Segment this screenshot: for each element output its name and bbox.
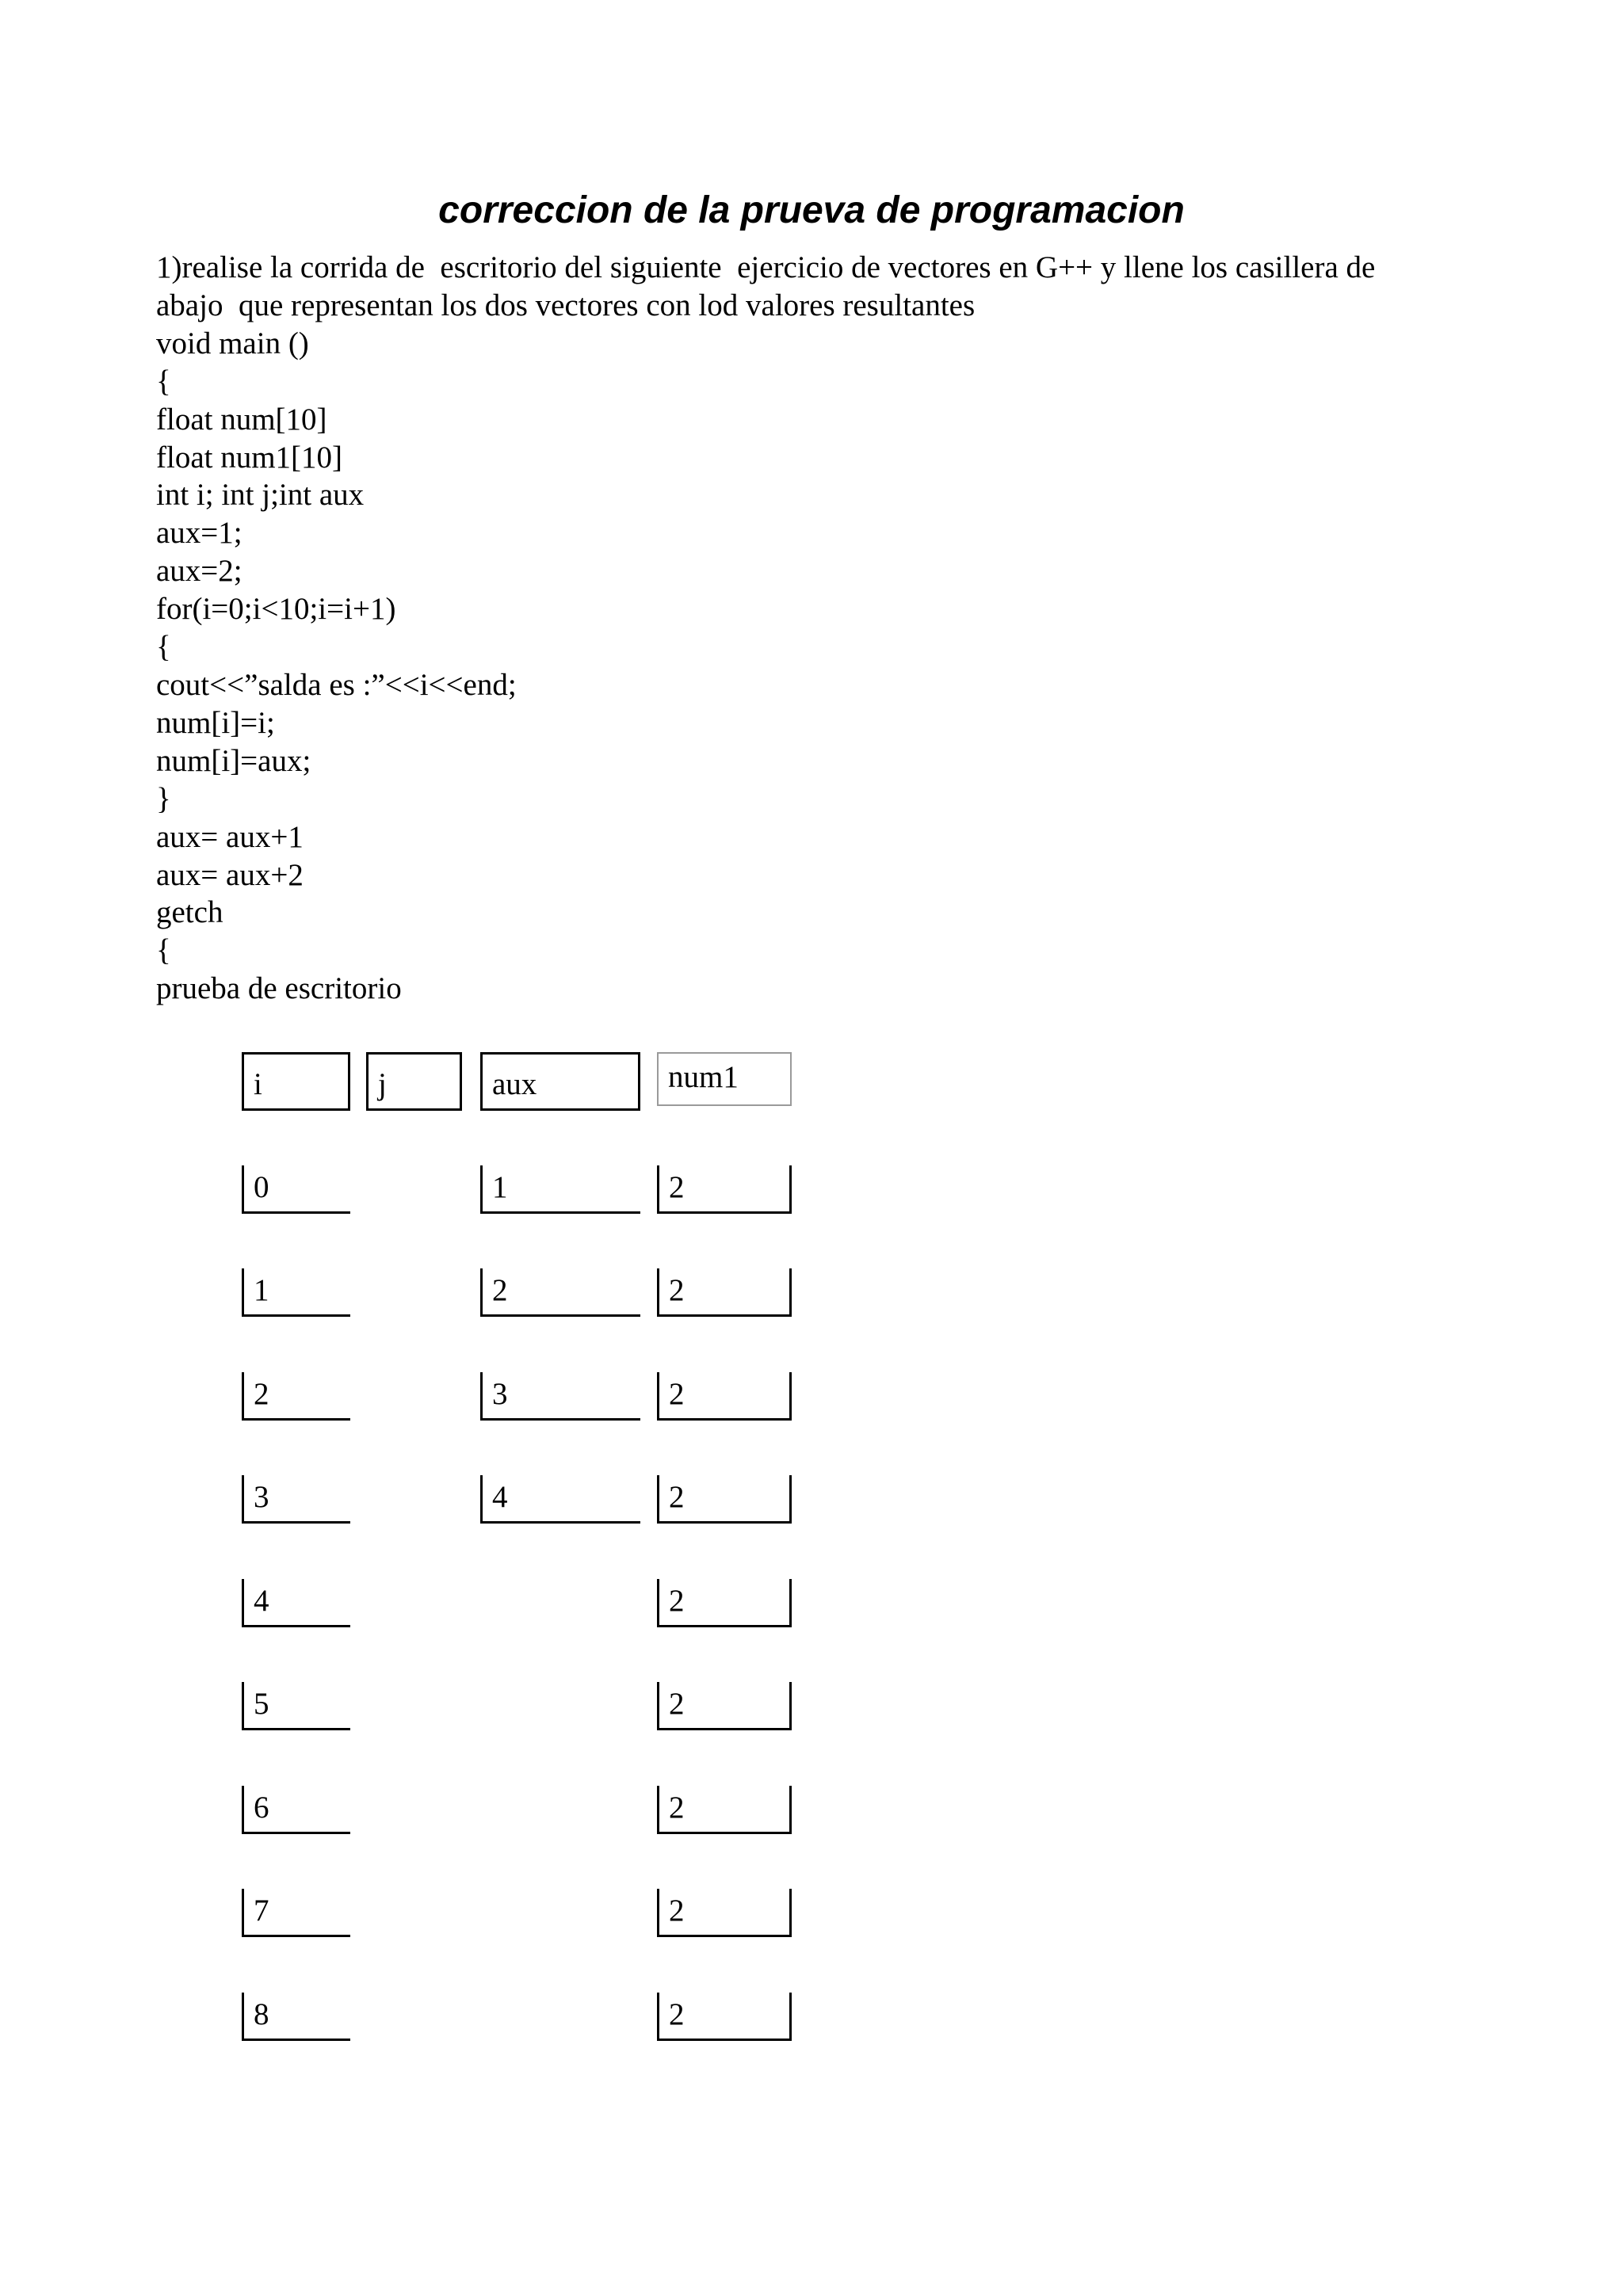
code-line: int i; int j;int aux <box>156 478 365 513</box>
header-aux: aux <box>480 1052 640 1111</box>
code-line: float num1[10] <box>156 440 343 475</box>
header-i: i <box>242 1052 350 1111</box>
code-line: aux= aux+2 <box>156 857 304 892</box>
cell-i: 4 <box>242 1579 350 1627</box>
code-line: aux=1; <box>156 516 242 551</box>
cell-i: 8 <box>242 1993 350 2041</box>
cell-num1: 2 <box>657 1786 792 1834</box>
code-line: { <box>156 364 171 399</box>
cell-num1: 2 <box>657 1268 792 1317</box>
header-j: j <box>366 1052 462 1111</box>
cell-i: 0 <box>242 1165 350 1214</box>
cell-num1: 2 <box>657 1165 792 1214</box>
text-line: 1)realise la corrida de escritorio del siguiente ejercicio de vectores en G++ y llene los casillera de <box>156 250 1376 284</box>
cell-i: 1 <box>242 1268 350 1317</box>
cell-num1: 2 <box>657 1993 792 2041</box>
header-num1: num1 <box>657 1052 792 1106</box>
code-line: } <box>156 781 171 816</box>
cell-num1: 2 <box>657 1682 792 1730</box>
code-line: { <box>156 630 171 665</box>
code-line: getch <box>156 895 223 930</box>
cell-i: 6 <box>242 1786 350 1834</box>
cell-aux: 4 <box>480 1475 640 1524</box>
cell-i: 5 <box>242 1682 350 1730</box>
code-line: num[i]=i; <box>156 705 275 740</box>
cell-aux: 1 <box>480 1165 640 1214</box>
code-line: { <box>156 933 171 968</box>
cell-i: 7 <box>242 1889 350 1937</box>
document-title: correccion de la prueva de programacion <box>438 189 1185 231</box>
cell-num1: 2 <box>657 1889 792 1937</box>
code-line: num[i]=aux; <box>156 743 311 778</box>
text-line: abajo que representan los dos vectores con lod valores resultantes <box>156 288 976 322</box>
code-line: void main () <box>156 326 309 360</box>
cell-aux: 2 <box>480 1268 640 1317</box>
cell-num1: 2 <box>657 1372 792 1421</box>
code-line: float num[10] <box>156 402 327 437</box>
code-line: cout<<”salda es :”<<i<<end; <box>156 667 517 702</box>
cell-i: 3 <box>242 1475 350 1524</box>
code-line: aux=2; <box>156 554 242 589</box>
cell-i: 2 <box>242 1372 350 1421</box>
text-line: prueba de escritorio <box>156 971 402 1006</box>
code-line: for(i=0;i<10;i=i+1) <box>156 592 396 627</box>
code-line: aux= aux+1 <box>156 819 304 854</box>
cell-num1: 2 <box>657 1475 792 1524</box>
exercise-text <box>156 249 1487 1008</box>
cell-num1: 2 <box>657 1579 792 1627</box>
cell-aux: 3 <box>480 1372 640 1421</box>
